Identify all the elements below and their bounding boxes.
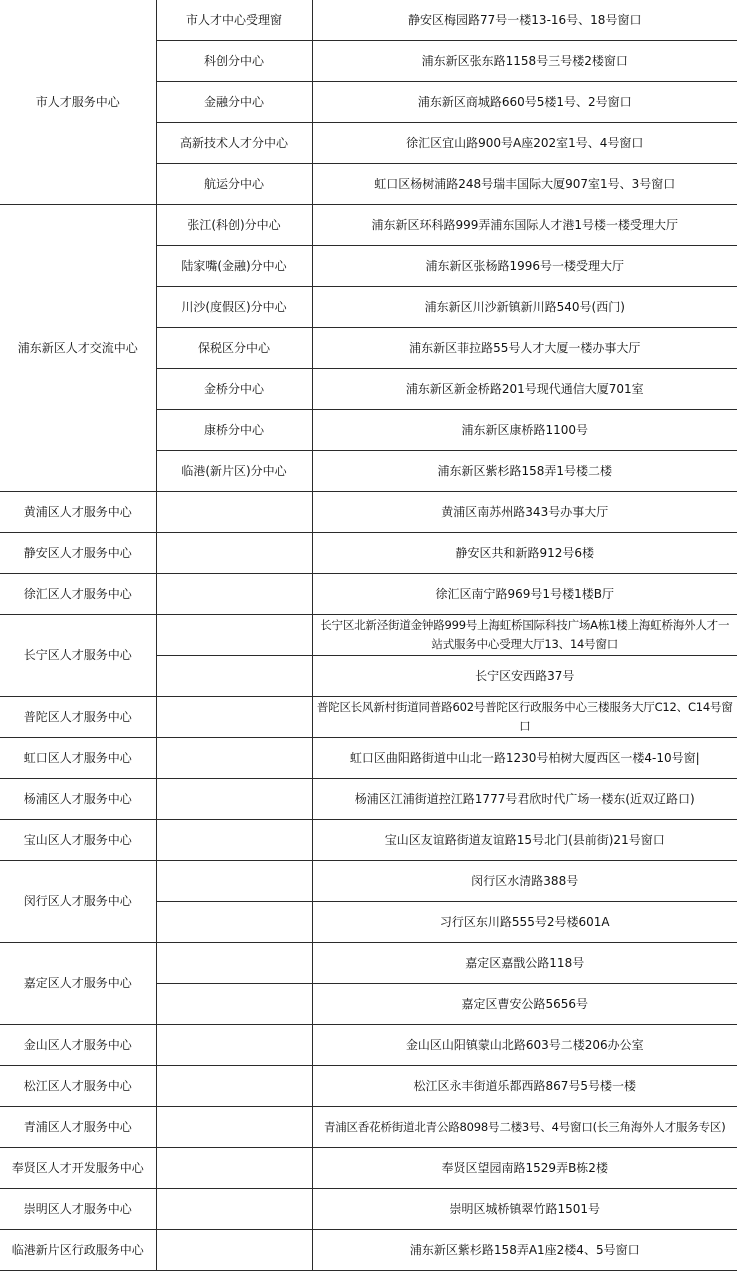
center-name-cell: 普陀区人才服务中心 [0, 697, 156, 738]
address-cell: 浦东新区紫杉路158弄1号楼二楼 [312, 451, 737, 492]
address-cell: 崇明区城桥镇翠竹路1501号 [312, 1189, 737, 1230]
address-cell: 浦东新区张东路1158号三号楼2楼窗口 [312, 41, 737, 82]
center-name-cell: 市人才服务中心 [0, 0, 156, 205]
sub-center-cell: 科创分中心 [156, 41, 312, 82]
table-row [0, 574, 737, 615]
center-name-cell: 浦东新区人才交流中心 [0, 205, 156, 492]
address-cell: 浦东新区环科路999弄浦东国际人才港1号楼一楼受理大厅 [312, 205, 737, 246]
sub-center-cell: 金桥分中心 [156, 369, 312, 410]
center-name-cell: 徐汇区人才服务中心 [0, 574, 156, 615]
address-cell: 浦东新区康桥路1100号 [312, 410, 737, 451]
address-cell: 浦东新区新金桥路201号现代通信大厦701室 [312, 369, 737, 410]
address-cell: 徐汇区宜山路900号A座202室1号、4号窗口 [312, 123, 737, 164]
sub-center-cell: 川沙(度假区)分中心 [156, 287, 312, 328]
center-name-cell: 虹口区人才服务中心 [0, 738, 156, 779]
sub-center-cell [156, 1189, 312, 1230]
address-cell: 普陀区长风新村街道同普路602号普陀区行政服务中心三楼服务大厅C12、C14号窗口 [312, 697, 737, 738]
center-name-cell: 金山区人才服务中心 [0, 1025, 156, 1066]
sub-center-cell: 康桥分中心 [156, 410, 312, 451]
center-name-cell: 静安区人才服务中心 [0, 533, 156, 574]
sub-center-cell [156, 1230, 312, 1271]
center-name-cell: 崇明区人才服务中心 [0, 1189, 156, 1230]
center-name-cell: 奉贤区人才开发服务中心 [0, 1148, 156, 1189]
address-cell: 浦东新区川沙新镇新川路540号(西门) [312, 287, 737, 328]
sub-center-cell: 航运分中心 [156, 164, 312, 205]
sub-center-cell [156, 738, 312, 779]
sub-center-cell [156, 697, 312, 738]
center-name-cell: 杨浦区人才服务中心 [0, 779, 156, 820]
address-cell: 静安区梅园路77号一楼13-16号、18号窗口 [312, 0, 737, 41]
sub-center-cell [156, 1066, 312, 1107]
sub-center-cell [156, 984, 312, 1025]
table-row [0, 861, 737, 902]
address-cell: 闵行区水清路388号 [312, 861, 737, 902]
address-cell: 嘉定区曹安公路5656号 [312, 984, 737, 1025]
center-name-cell: 青浦区人才服务中心 [0, 1107, 156, 1148]
address-cell: 静安区共和新路912号6楼 [312, 533, 737, 574]
address-cell: 浦东新区紫杉路158弄A1座2楼4、5号窗口 [312, 1230, 737, 1271]
address-cell: 长宁区北新泾街道金钟路999号上海虹桥国际科技广场A栋1楼上海虹桥海外人才一站式服务中心受理大厅13、14号窗口 [312, 615, 737, 656]
address-cell: 宝山区友谊路街道友谊路15号北门(县前街)21号窗口 [312, 820, 737, 861]
table-row [0, 1230, 737, 1271]
center-name-cell: 长宁区人才服务中心 [0, 615, 156, 697]
sub-center-cell [156, 1148, 312, 1189]
address-cell: 浦东新区商城路660号5楼1号、2号窗口 [312, 82, 737, 123]
sub-center-cell [156, 779, 312, 820]
address-cell: 徐汇区南宁路969号1号楼1楼B厅 [312, 574, 737, 615]
center-name-cell: 临港新片区行政服务中心 [0, 1230, 156, 1271]
sub-center-cell: 高新技术人才分中心 [156, 123, 312, 164]
table-row [0, 533, 737, 574]
sub-center-cell [156, 615, 312, 656]
table-row [0, 943, 737, 984]
sub-center-cell [156, 1025, 312, 1066]
table-row [0, 1148, 737, 1189]
table-row [0, 0, 737, 41]
sub-center-cell [156, 533, 312, 574]
center-name-cell: 宝山区人才服务中心 [0, 820, 156, 861]
sub-center-cell: 临港(新片区)分中心 [156, 451, 312, 492]
sub-center-cell [156, 574, 312, 615]
address-cell: 杨浦区江浦街道控江路1777号君欣时代广场一楼东(近双辽路口) [312, 779, 737, 820]
sub-center-cell: 张江(科创)分中心 [156, 205, 312, 246]
sub-center-cell: 市人才中心受理窗 [156, 0, 312, 41]
sub-center-cell: 金融分中心 [156, 82, 312, 123]
table-row [0, 1025, 737, 1066]
sub-center-cell [156, 1107, 312, 1148]
address-cell: 松江区永丰街道乐都西路867号5号楼一楼 [312, 1066, 737, 1107]
table-row [0, 697, 737, 738]
table-row [0, 615, 737, 656]
table-row [0, 820, 737, 861]
address-cell: 习行区东川路555号2号楼601A [312, 902, 737, 943]
table-row [0, 492, 737, 533]
center-name-cell: 嘉定区人才服务中心 [0, 943, 156, 1025]
table-row [0, 205, 737, 246]
address-cell: 浦东新区菲拉路55号人才大厦一楼办事大厅 [312, 328, 737, 369]
address-cell: 奉贤区望园南路1529弄B栋2楼 [312, 1148, 737, 1189]
sub-center-cell [156, 492, 312, 533]
sub-center-cell: 保税区分中心 [156, 328, 312, 369]
table-row [0, 1066, 737, 1107]
address-cell: 黄浦区南苏州路343号办事大厅 [312, 492, 737, 533]
center-name-cell: 黄浦区人才服务中心 [0, 492, 156, 533]
address-cell: 虹口区曲阳路街道中山北一路1230号柏树大厦西区一楼4-10号窗| [312, 738, 737, 779]
address-cell: 嘉定区嘉戬公路118号 [312, 943, 737, 984]
address-cell: 浦东新区张杨路1996号一楼受理大厅 [312, 246, 737, 287]
address-cell: 金山区山阳镇蒙山北路603号二楼206办公室 [312, 1025, 737, 1066]
sub-center-cell [156, 656, 312, 697]
sub-center-cell: 陆家嘴(金融)分中心 [156, 246, 312, 287]
table-row [0, 1107, 737, 1148]
sub-center-cell [156, 902, 312, 943]
center-name-cell: 松江区人才服务中心 [0, 1066, 156, 1107]
address-cell: 长宁区安西路37号 [312, 656, 737, 697]
table-row [0, 779, 737, 820]
address-cell: 青浦区香花桥街道北青公路8098号二楼3号、4号窗口(长三角海外人才服务专区) [312, 1107, 737, 1148]
sub-center-cell [156, 861, 312, 902]
table-row [0, 1189, 737, 1230]
center-name-cell: 闵行区人才服务中心 [0, 861, 156, 943]
table-row [0, 738, 737, 779]
sub-center-cell [156, 820, 312, 861]
sub-center-cell [156, 943, 312, 984]
address-cell: 虹口区杨树浦路248号瑞丰国际大厦907室1号、3号窗口 [312, 164, 737, 205]
